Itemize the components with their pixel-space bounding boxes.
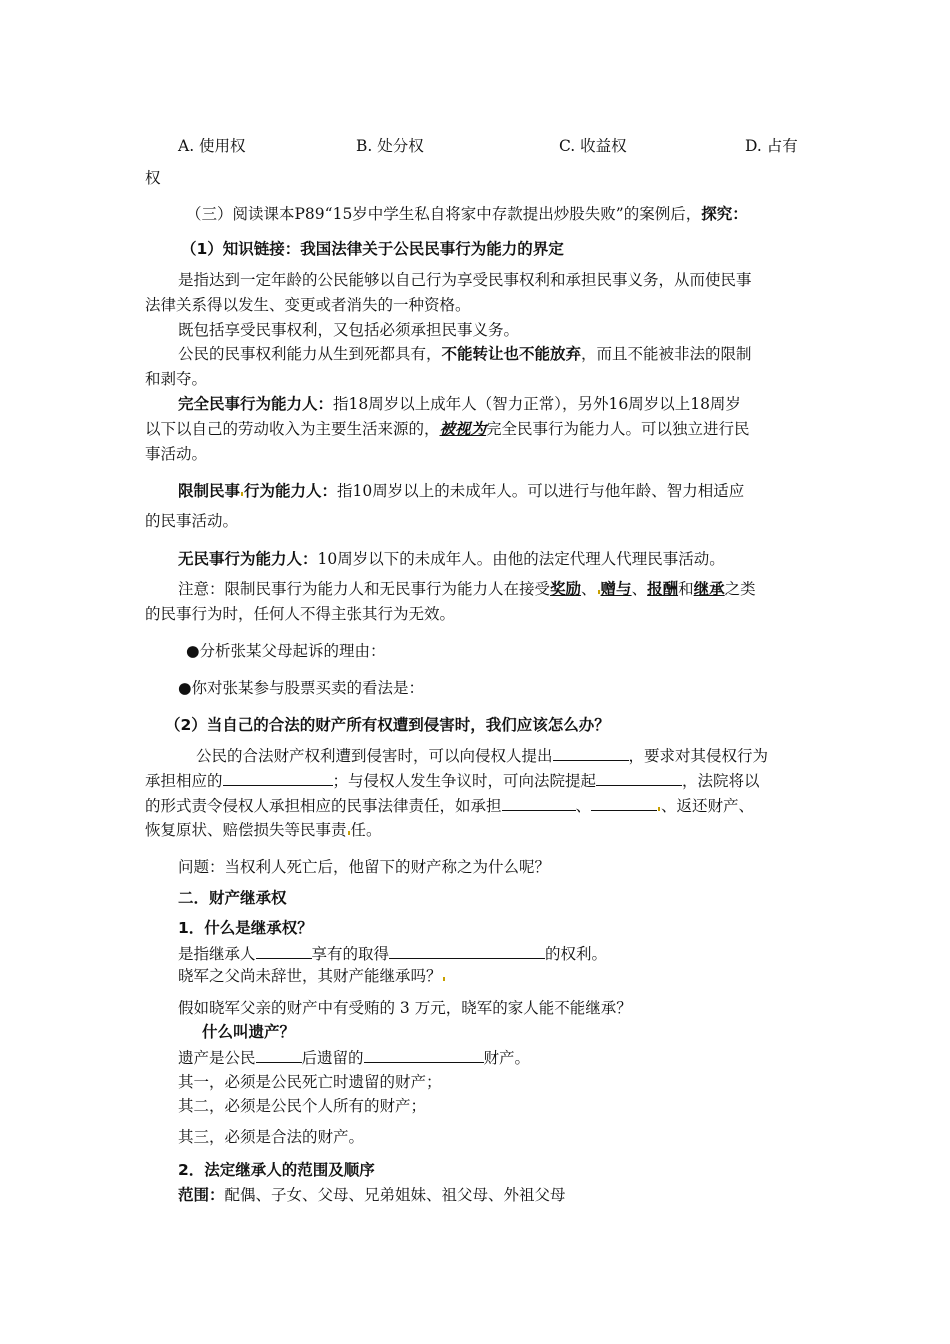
para1-line2: 法律关系得以发生、变更或者消失的一种资格。 [145, 296, 471, 314]
bullet-opinion: ●你对张某参与股票买卖的看法是： [178, 679, 425, 697]
section3-intro-bold: 探究： [701, 205, 748, 223]
q2-l3-b: 、 [575, 797, 592, 815]
para3-pre: 公民的民事权利能力从生到死都具有， [178, 345, 442, 363]
estate-l1-c: 财产。 [483, 1049, 531, 1067]
note-post: 之类 [724, 580, 756, 598]
blank-field[interactable] [553, 745, 629, 761]
section3-intro-text: （三）阅读课本P89“15岁中学生私自将家中存款提出炒股失败”的案例后， [186, 205, 702, 223]
para3-line1 [178, 344, 752, 364]
q1-l1-a: 是指继承人 [178, 945, 256, 963]
q2-line3 [145, 795, 754, 816]
full-capacity-l2-pre: 以下以自己的劳动收入为主要生活来源的， [145, 420, 440, 438]
edit-mark [241, 492, 243, 496]
q2-l3-c: 、返还财产、 [661, 797, 755, 815]
edit-mark [658, 807, 660, 811]
scope-label: 范围： [178, 1186, 225, 1204]
estate-line3: 其二，必须是公民个人所有的财产； [178, 1097, 427, 1115]
blank-field[interactable] [256, 1047, 302, 1063]
q1-l1-c: 的权利。 [545, 945, 608, 963]
blank-field[interactable] [256, 943, 312, 959]
q2-l1-a: 公民的合法财产权利遭到侵害时，可以向侵权人提出 [196, 747, 553, 765]
blank-field[interactable] [502, 795, 576, 811]
scope-text: 配偶、子女、父母、兄弟姐妹、祖父母、外祖父母 [224, 1186, 566, 1204]
option-a: A. 使用权 [178, 137, 246, 155]
full-capacity-text: 指18周岁以上成年人（智力正常），另外16周岁以上18周岁 [333, 395, 741, 413]
q2-l4-b: 任。 [350, 821, 382, 839]
q2-line1 [196, 745, 768, 766]
note-sep1: 、 [581, 580, 597, 598]
no-capacity-label: 无民事行为能力人： [178, 550, 318, 568]
option-d-wrap: 权 [145, 169, 161, 187]
q1-l1-b: 享有的取得 [311, 945, 390, 963]
question-estate: 问题：当权利人死亡后，他留下的财产称之为什么呢？ [178, 858, 551, 876]
estate-heading: 什么叫遗产？ [202, 1023, 296, 1041]
note-line2: 的民事行为时，任何人不得主张其行为无效。 [145, 605, 456, 623]
estate-l1-b: 后遗留的 [301, 1049, 364, 1067]
full-capacity-l2-post: 完全民事行为能力人。可以独立进行民 [486, 420, 750, 438]
section3-intro [186, 204, 748, 224]
estate-line1 [178, 1047, 530, 1068]
limited-capacity-line2: 的民事活动。 [145, 512, 239, 530]
q2-l2-c: ，法院将以 [682, 772, 760, 790]
q2-line2 [145, 770, 760, 791]
heirs-scope-line [178, 1185, 566, 1205]
inheritance-q1-heading: 1．什么是继承权？ [178, 919, 313, 937]
section-two-heading: 二．财产继承权 [178, 889, 287, 907]
para3-bold: 不能转让也不能放弃 [441, 345, 582, 363]
inheritance-q-line2 [178, 966, 446, 986]
note-word-reward: 奖励 [550, 580, 582, 598]
option-d: D. 占有 [745, 137, 798, 155]
q2-l4-a: 恢复原状、赔偿损失等民事责 [145, 821, 347, 839]
note-line1 [178, 579, 756, 599]
full-capacity-l2-bold: 被视为 [439, 419, 487, 438]
edit-mark [598, 590, 600, 594]
blank-field[interactable] [591, 795, 657, 811]
estate-line2: 其一，必须是公民死亡时遗留的财产； [178, 1073, 442, 1091]
limited-capacity-line1 [178, 481, 744, 501]
no-capacity-line [178, 549, 725, 569]
edit-mark [443, 977, 445, 981]
note-sep3: 和 [678, 580, 694, 598]
option-b: B. 处分权 [356, 137, 424, 155]
limited-text: 指10周岁以上的未成年人。可以进行与他年龄、智力相适应 [337, 482, 745, 500]
inheritance-q-line3: 假如晓军父亲的财产中有受贿的 3 万元，晓军的家人能不能继承？ [178, 999, 632, 1017]
knowledge-link-heading: （1）知识链接：我国法律关于公民民事行为能力的界定 [181, 240, 564, 258]
blank-field[interactable] [389, 943, 545, 959]
q2-line4 [145, 820, 382, 840]
para3-line2: 和剥夺。 [145, 370, 208, 388]
estate-line4: 其三，必须是合法的财产。 [178, 1128, 365, 1146]
blank-field[interactable] [364, 1047, 484, 1063]
no-capacity-text: 10周岁以下的未成年人。由他的法定代理人代理民事活动。 [317, 550, 725, 568]
q2-l1-b: ，要求对其侵权行为 [628, 747, 769, 765]
question2-heading: （2）当自己的合法的财产所有权遭到侵害时，我们应该怎么办？ [165, 716, 610, 734]
full-capacity-line2 [145, 419, 750, 439]
note-sep2: 、 [631, 580, 648, 598]
blank-field[interactable] [596, 770, 682, 786]
q1-l2: 晓军之父尚未辞世，其财产能继承吗？ [178, 967, 442, 985]
full-capacity-line1 [178, 394, 741, 414]
note-word-inherit: 继承 [693, 580, 725, 598]
full-capacity-line3: 事活动。 [145, 445, 208, 463]
heirs-heading: 2．法定继承人的范围及顺序 [178, 1161, 375, 1179]
blank-field[interactable] [223, 770, 333, 786]
para1-line1: 是指达到一定年龄的公民能够以自己行为享受民事权利和承担民事义务，从而使民事 [178, 271, 752, 289]
limited-label-b: 行为能力人： [244, 482, 338, 500]
para3-post: ，而且不能被非法的限制 [581, 345, 752, 363]
estate-l1-a: 遗产是公民 [178, 1049, 256, 1067]
bullet-analysis: ●分析张某父母起诉的理由： [186, 642, 386, 660]
para2: 既包括享受民事权利，又包括必须承担民事义务。 [178, 321, 520, 339]
note-word-gift: 赠与 [600, 580, 632, 598]
q2-l2-a: 承担相应的 [145, 772, 223, 790]
q2-l3-a: 的形式责令侵权人承担相应的民事法律责任，如承担 [145, 797, 502, 815]
edit-mark [348, 831, 350, 835]
limited-label-a: 限制民事 [178, 482, 241, 500]
option-c: C. 收益权 [559, 137, 627, 155]
full-capacity-label: 完全民事行为能力人： [178, 395, 334, 413]
q2-l2-b: ；与侵权人发生争议时，可向法院提起 [332, 772, 597, 790]
note-pre: 注意：限制民事行为能力人和无民事行为能力人在接受 [178, 580, 551, 598]
note-word-pay: 报酬 [647, 580, 679, 598]
inheritance-def-line [178, 943, 607, 964]
